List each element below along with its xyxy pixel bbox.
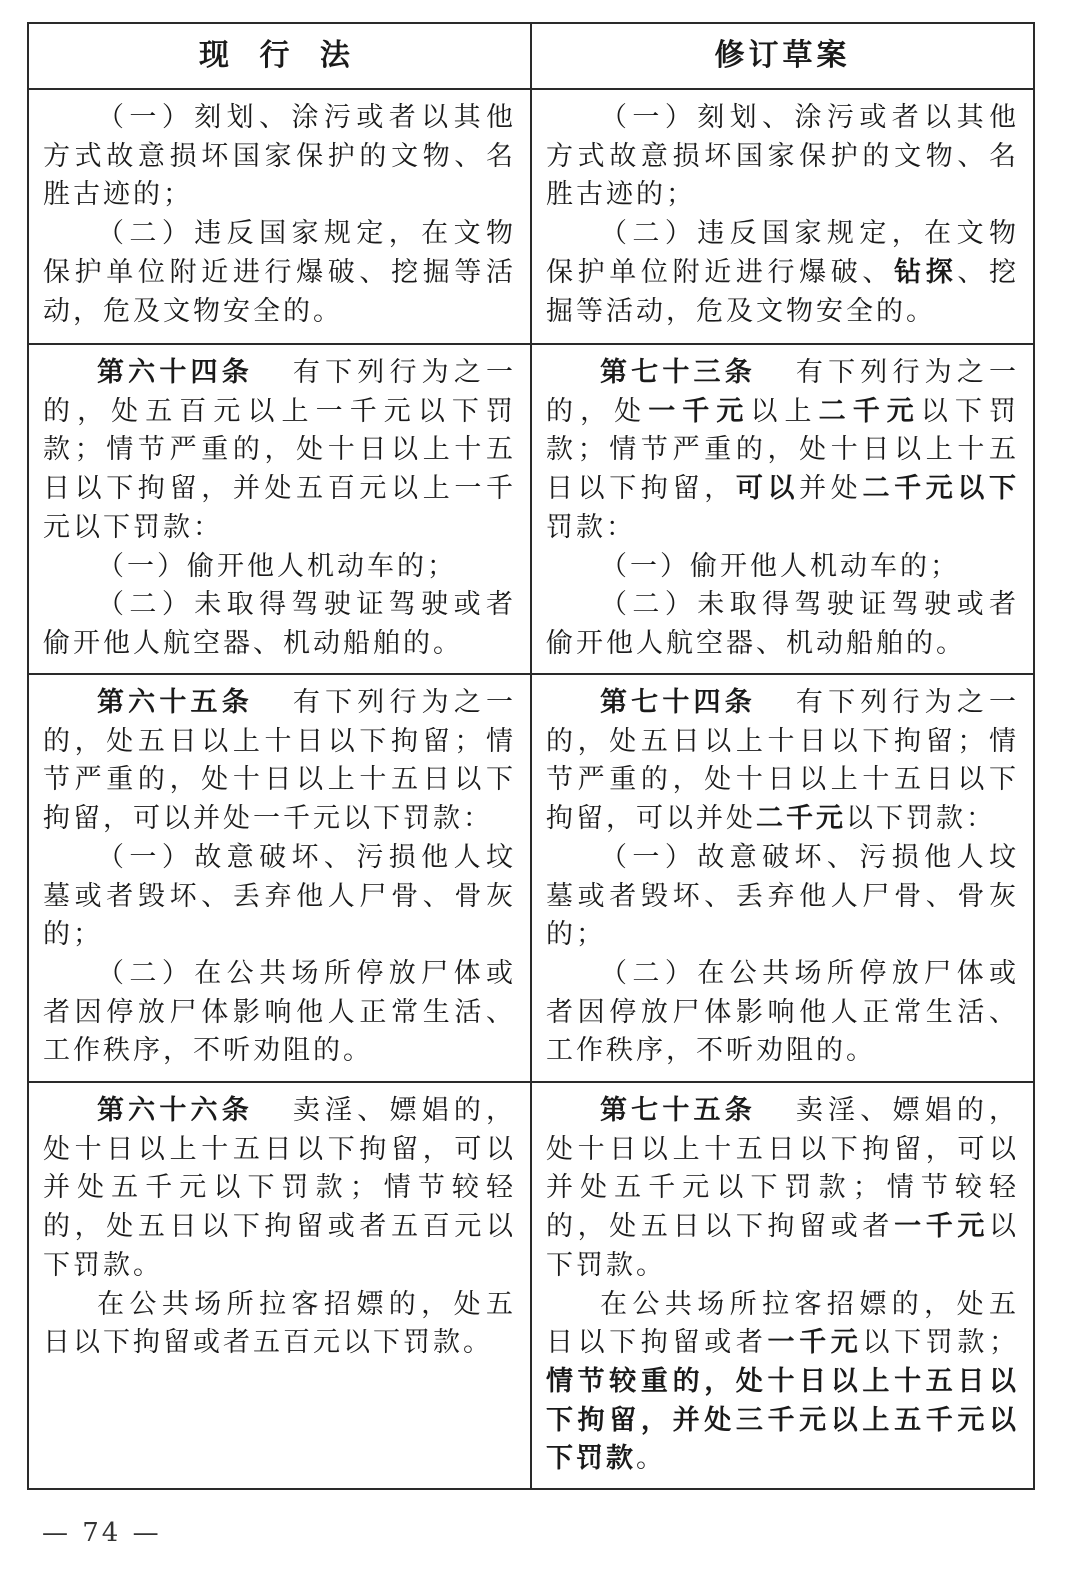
article-number: 第七十三条 xyxy=(600,357,756,388)
clause-paragraph xyxy=(43,548,516,587)
text-run: 罚款： xyxy=(546,511,636,543)
text-run: （一）刻划、涂污或者以其他方式故意损坏国家保护的文物、名胜古迹的； xyxy=(43,102,516,211)
table-row xyxy=(28,344,1034,674)
clause-paragraph xyxy=(546,955,1019,1071)
article-number: 第七十五条 xyxy=(600,1095,756,1126)
text-run: （二）在公共场所停放尸体或者因停放尸体影响他人正常生活、工作秩序，不听劝阻的。 xyxy=(43,957,516,1067)
text-run: （一）刻划、涂污或者以其他方式故意损坏国家保护的文物、名胜古迹的； xyxy=(546,102,1019,211)
revised-text: 二千元以下 xyxy=(862,473,1020,505)
text-run: （二）违反国家规定，在文物保护单位附近进行爆破、挖掘等活动，危及文物安全的。 xyxy=(43,218,516,327)
revised-text: 一千元 xyxy=(648,395,751,427)
column-header-current-law: 现 行 法 xyxy=(28,23,531,89)
draft-cell xyxy=(531,1082,1034,1489)
article-paragraph xyxy=(546,354,1019,548)
article-paragraph xyxy=(546,1092,1019,1286)
draft-cell xyxy=(531,674,1034,1082)
text-run: 以下罚款： xyxy=(846,803,996,835)
text-run: 有下列行为之一的，处五日以上十日以下拘留；情节严重的，处十日以上十五日以下拘留，可以并处一千元以下罚款： xyxy=(43,687,517,835)
table-row xyxy=(28,674,1034,1082)
revised-text: 一千元 xyxy=(894,1211,990,1243)
draft-cell xyxy=(531,89,1034,344)
current-law-cell xyxy=(28,674,531,1082)
text-run: 以下罚款； xyxy=(862,1327,1020,1359)
text-run: 以下罚款；情节严重的，处十日以上十五日以下拘留， xyxy=(546,395,1020,505)
article-paragraph xyxy=(43,684,516,839)
comparison-table xyxy=(27,22,1035,1490)
clause-paragraph xyxy=(43,839,516,955)
page-number: — 74 — xyxy=(42,1518,162,1548)
revised-text: 情节较重的，处十日以上十五日以下拘留，并处三千元以上五千元以下罚款 xyxy=(546,1365,1019,1475)
text-run: 在公共场所拉客招嫖的，处五日以下拘留或者五百元以下罚款。 xyxy=(43,1288,516,1359)
text-run: 以下罚款。 xyxy=(546,1211,1020,1281)
clause-paragraph xyxy=(43,586,516,663)
revised-text: 钻探 xyxy=(894,256,958,288)
article-number: 第六十六条 xyxy=(97,1095,253,1126)
clause-paragraph xyxy=(43,1286,516,1363)
clause-paragraph xyxy=(43,99,516,215)
clause-paragraph xyxy=(546,1286,1019,1480)
text-run: 卖淫、嫖娼的，处十日以上十五日以下拘留，可以并处五千元以下罚款；情节较轻的，处五日以下拘留或者五百元以下罚款。 xyxy=(43,1095,517,1281)
text-run: （二）在公共场所停放尸体或者因停放尸体影响他人正常生活、工作秩序，不听劝阻的。 xyxy=(546,957,1019,1067)
current-law-cell xyxy=(28,344,531,674)
article-number: 第六十五条 xyxy=(97,687,253,718)
clause-paragraph xyxy=(43,215,516,331)
text-run: 在公共场所拉客招嫖的，处五日以下拘留或者 xyxy=(546,1288,1019,1359)
article-number: 第七十四条 xyxy=(600,687,756,718)
text-run: 。 xyxy=(636,1443,666,1475)
article-paragraph xyxy=(546,684,1019,839)
header-row xyxy=(28,23,1034,89)
text-run: 有下列行为之一的，处五百元以上一千元以下罚款；情节严重的，处十日以上十五日以下拘留，并处五百元以上一千元以下罚款： xyxy=(43,357,517,543)
revised-text: 二千元 xyxy=(756,803,846,835)
text-run: 并处 xyxy=(799,473,863,505)
article-paragraph xyxy=(43,1092,516,1286)
table-row xyxy=(28,1082,1034,1489)
current-law-cell xyxy=(28,89,531,344)
table-row xyxy=(28,89,1034,344)
text-run: （二）未取得驾驶证驾驶或者偷开他人航空器、机动船舶的。 xyxy=(546,589,1019,659)
current-law-cell xyxy=(28,1082,531,1489)
clause-paragraph xyxy=(546,548,1019,587)
clause-paragraph xyxy=(43,955,516,1071)
text-run: （一）偷开他人机动车的； xyxy=(600,550,960,582)
text-run: 以上 xyxy=(750,395,819,427)
text-run: 有下列行为之一的，处 xyxy=(546,357,1020,427)
text-run: （一）故意破坏、污损他人坟墓或者毁坏、丢弃他人尸骨、骨灰的； xyxy=(546,841,1019,951)
text-run: （二）未取得驾驶证驾驶或者偷开他人航空器、机动船舶的。 xyxy=(43,589,516,659)
revised-text: 可以 xyxy=(735,473,800,505)
draft-cell xyxy=(531,344,1034,674)
revised-text: 二千元 xyxy=(818,395,921,427)
text-run: 有下列行为之一的，处五日以上十日以下拘留；情节严重的，处十日以上十五日以下拘留，可以并处 xyxy=(546,687,1020,835)
text-run: （一）偷开他人机动车的； xyxy=(97,550,457,582)
article-number: 第六十四条 xyxy=(97,357,253,388)
clause-paragraph xyxy=(546,586,1019,663)
text-run: 、挖掘等活动，危及文物安全的。 xyxy=(546,256,1020,327)
clause-paragraph xyxy=(546,839,1019,955)
text-run: 卖淫、嫖娼的，处十日以上十五日以下拘留，可以并处五千元以下罚款；情节较轻的，处五日以下拘留或者 xyxy=(546,1095,1020,1243)
article-paragraph xyxy=(43,354,516,548)
text-run: （一）故意破坏、污损他人坟墓或者毁坏、丢弃他人尸骨、骨灰的； xyxy=(43,841,516,951)
revised-text: 一千元 xyxy=(767,1327,863,1359)
clause-paragraph xyxy=(546,99,1019,215)
column-header-draft: 修订草案 xyxy=(531,23,1034,89)
text-run: （二）违反国家规定，在文物保护单位附近进行爆破、 xyxy=(546,218,1019,288)
clause-paragraph xyxy=(546,215,1019,331)
